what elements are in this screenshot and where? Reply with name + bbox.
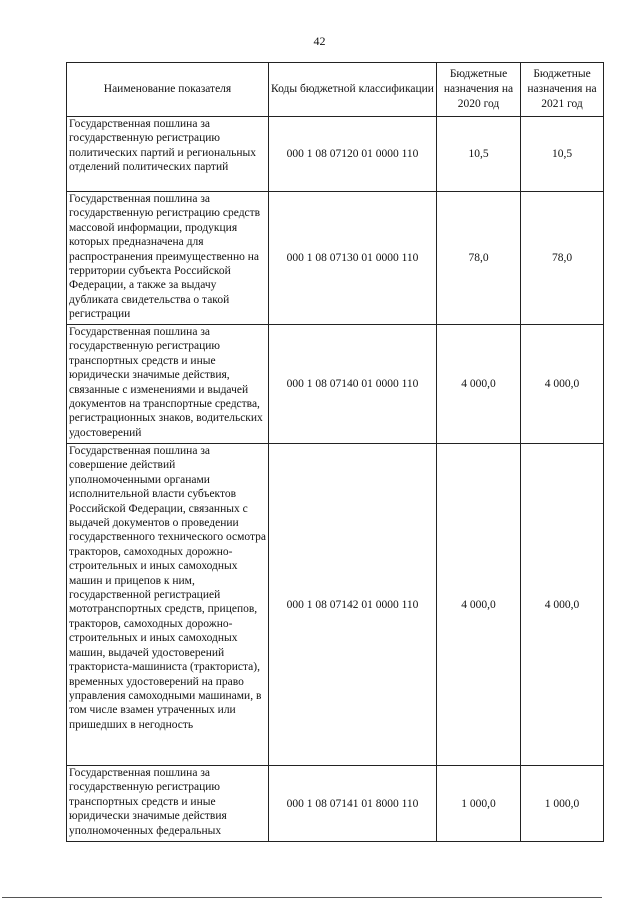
table-row (67, 766, 604, 842)
row-code: 000 1 08 07130 01 0000 110 (269, 192, 437, 325)
header-code: Коды бюджетной классификации (269, 63, 437, 117)
row-value-2020: 4 000,0 (437, 325, 521, 444)
budget-table (66, 62, 604, 842)
row-value-2020: 10,5 (437, 117, 521, 192)
row-value-2021: 78,0 (521, 192, 604, 325)
row-value-2020: 1 000,0 (437, 766, 521, 842)
row-code: 000 1 08 07120 01 0000 110 (269, 117, 437, 192)
row-name: Государственная пошлина за государственную регистрацию политических партий и региональных отделений политических партий (67, 117, 269, 192)
header-2021: Бюджетные назначения на 2021 год (521, 63, 604, 117)
table-row (67, 117, 604, 192)
row-value-2021: 4 000,0 (521, 325, 604, 444)
row-value-2020: 4 000,0 (437, 444, 521, 766)
row-value-2021: 4 000,0 (521, 444, 604, 766)
row-name: Государственная пошлина за государственную регистрацию транспортных средств и иные юридически значимые действия, связанные с изменениями и выдачей документов на транспортные средства, регистрационных знаков, водительских удостоверений (67, 325, 269, 444)
table-header-row (67, 63, 604, 117)
header-name: Наименование показателя (67, 63, 269, 117)
table-row (67, 192, 604, 325)
row-name: Государственная пошлина за государственную регистрацию транспортных средств и иные юридически значимые действия уполномоченных федеральных (67, 766, 269, 842)
row-name: Государственная пошлина за государственную регистрацию средств массовой информации, продукция которых предназначена для распространения преимущественно на территории субъекта Российской Федерации, а также за выдачу дубликата свидетельства о такой регистрации (67, 192, 269, 325)
row-value-2021: 1 000,0 (521, 766, 604, 842)
page-number: 42 (313, 34, 326, 48)
table-row (67, 325, 604, 444)
page-bottom-rule (2, 897, 602, 898)
row-value-2021: 10,5 (521, 117, 604, 192)
row-code: 000 1 08 07140 01 0000 110 (269, 325, 437, 444)
row-code: 000 1 08 07141 01 8000 110 (269, 766, 437, 842)
table-row (67, 444, 604, 766)
row-name: Государственная пошлина за совершение действий уполномоченными органами исполнительной власти субъектов Российской Федерации, связанных с выдачей документов о проведении государственного технического осмотра тракторов, самоходных дорожно-строительных и иных самоходных машин и прицепов к ним, государственной регистрацией мототранспортных средств, прицепов, тракторов, самоходных дорожно-строительных и иных самоходных машин, выдачей удостоверений тракториста-машиниста (тракториста), временных удостоверений на право управления самоходными машинами, в том числе взамен утраченных или пришедших в негодность (67, 444, 269, 766)
row-value-2020: 78,0 (437, 192, 521, 325)
row-code: 000 1 08 07142 01 0000 110 (269, 444, 437, 766)
header-2020: Бюджетные назначения на 2020 год (437, 63, 521, 117)
